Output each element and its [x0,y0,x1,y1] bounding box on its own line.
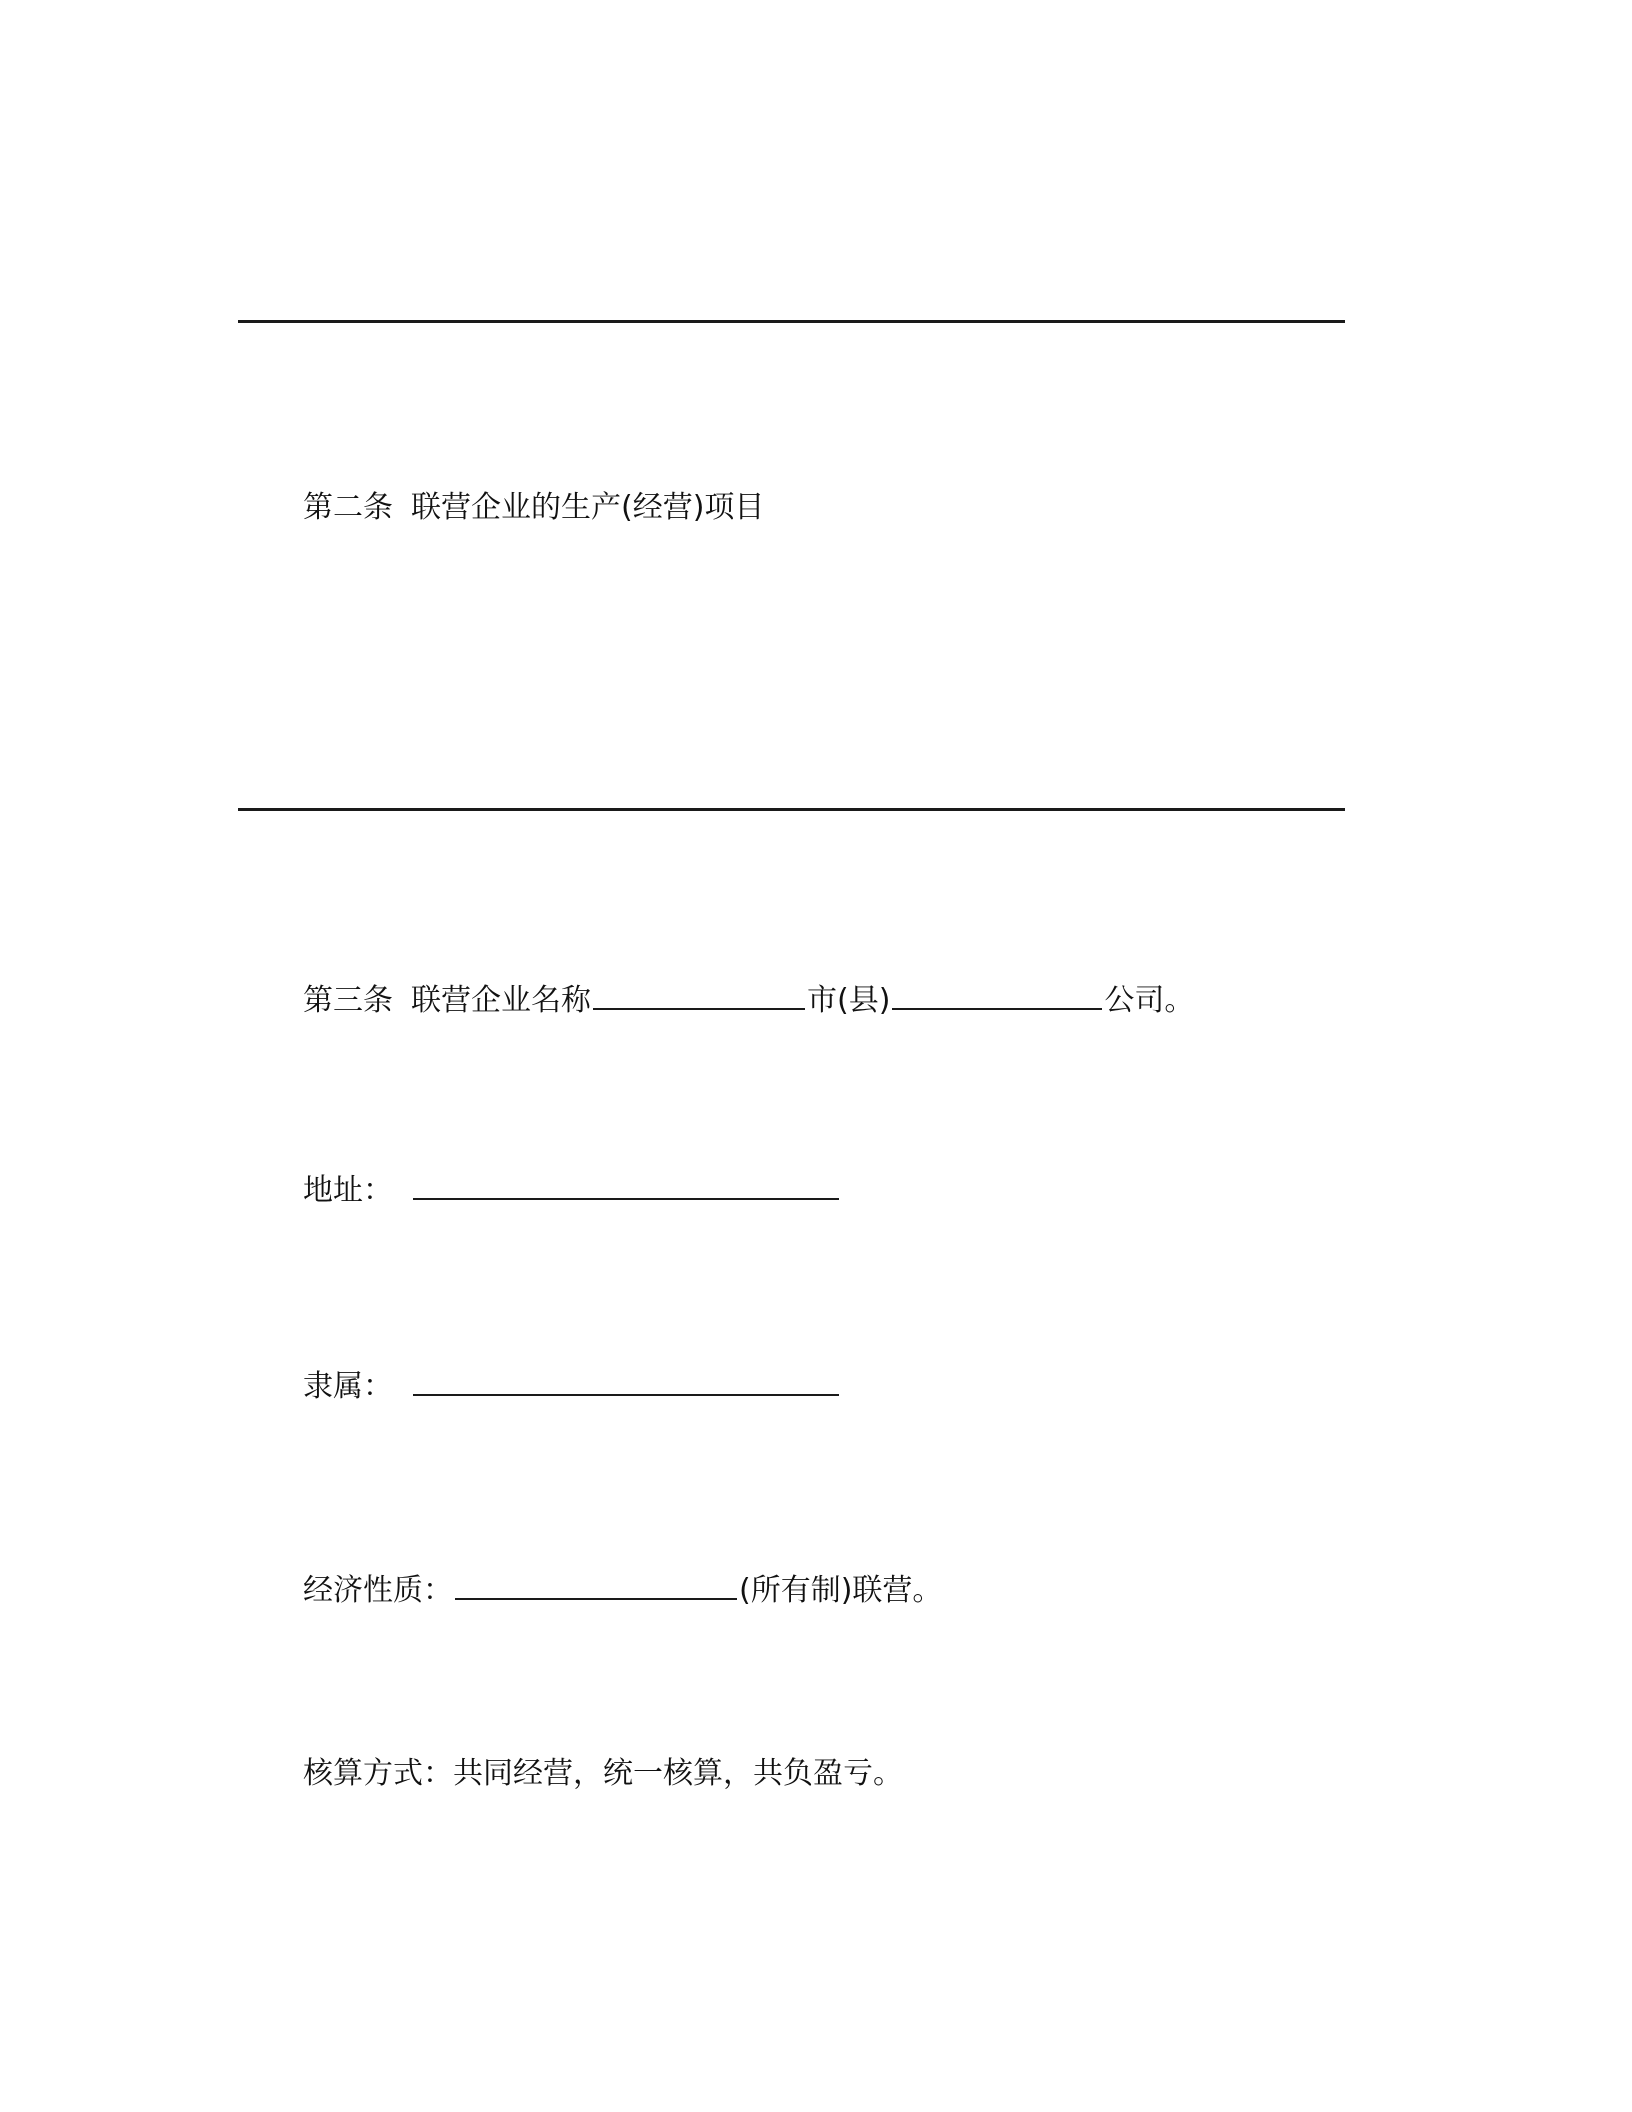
article-2-number: 第二条 [303,490,393,525]
affiliation-blank[interactable] [413,1364,839,1396]
affiliation-line [303,1364,841,1405]
economic-nature-blank[interactable] [455,1568,737,1600]
affiliation-label: 隶属： [303,1369,393,1404]
article-3-line [303,978,1194,1019]
fill-in-rule-middle[interactable] [238,808,1345,811]
city-blank[interactable] [593,978,805,1010]
company-blank[interactable] [892,978,1102,1010]
address-line [303,1168,841,1209]
address-blank[interactable] [413,1168,839,1200]
fill-in-rule-top[interactable] [238,320,1345,323]
article-3-name-label: 联营企业名称 [411,983,591,1018]
article-3-company-suffix: 公司。 [1104,983,1195,1018]
article-3-city-suffix: 市(县) [807,983,891,1018]
accounting-method-line [303,1756,903,1792]
economic-nature-suffix: (所有制)联营。 [739,1573,943,1608]
accounting-method-text: 核算方式：共同经营，统一核算，共负盈亏。 [303,1756,903,1791]
article-3-number: 第三条 [303,983,393,1018]
article-2-heading [303,490,764,526]
article-2-title: 联营企业的生产(经营)项目 [411,490,765,525]
economic-nature-line [303,1568,942,1609]
economic-nature-label: 经济性质： [303,1573,453,1608]
address-label: 地址： [303,1173,393,1208]
